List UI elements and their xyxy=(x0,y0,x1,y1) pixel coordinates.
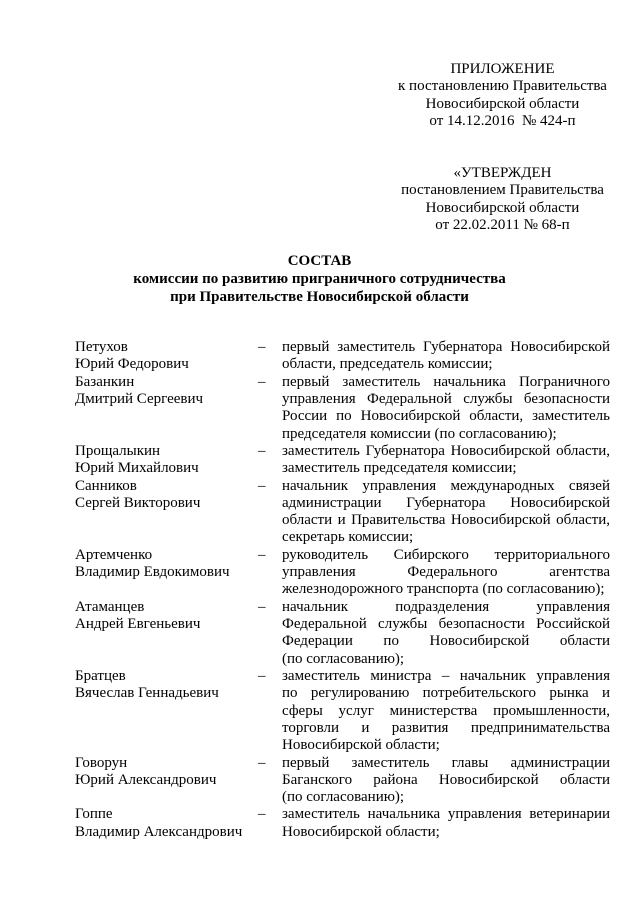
member-role xyxy=(282,374,610,443)
member-role-line: торговли и развития предпринимательства xyxy=(282,719,610,736)
member-role-line: Новосибирской области; xyxy=(282,823,440,840)
member-name xyxy=(75,374,256,443)
member-row xyxy=(75,374,610,443)
member-role-line: Федеральной службы безопасности Российской xyxy=(282,616,610,632)
member-row xyxy=(75,806,610,841)
member-role-line: администрации Губернатора Новосибирской xyxy=(282,494,610,511)
member-role xyxy=(282,668,610,755)
member-dash: – xyxy=(258,598,266,615)
member-surname: Атаманцев xyxy=(75,598,145,615)
member-name xyxy=(75,547,256,599)
member-role-line: управления Федерального агентства xyxy=(282,564,610,581)
member-surname: Братцев xyxy=(75,667,126,684)
member-role-line: управления Федеральной службы безопасности xyxy=(282,390,610,407)
approval-line: от 22.02.2011 № 68-п xyxy=(435,216,570,233)
member-name xyxy=(75,339,256,374)
member-row xyxy=(75,339,610,374)
member-dash: – xyxy=(258,546,266,563)
member-row xyxy=(75,599,610,668)
member-given-names: Сергей Викторович xyxy=(75,494,201,511)
member-role xyxy=(282,339,610,374)
member-row xyxy=(75,478,610,547)
member-role-line: России по Новосибирской области, заместитель xyxy=(282,408,610,425)
member-role xyxy=(282,755,610,807)
appendix-line: Новосибирской области xyxy=(425,95,580,112)
approval-line: постановлением Правительства xyxy=(401,182,604,199)
member-role-line: Федерации по Новосибирской области xyxy=(282,633,610,650)
approval-line: Новосибирской области xyxy=(425,199,580,216)
member-surname: Базанкин xyxy=(75,373,135,390)
member-role-line: железнодорожного транспорта (по согласованию); xyxy=(282,581,605,598)
member-given-names: Дмитрий Сергеевич xyxy=(75,390,204,407)
member-surname: Петухов xyxy=(75,339,128,355)
member-role-line: секретарь комиссии; xyxy=(282,529,414,546)
member-row xyxy=(75,668,610,755)
appendix-block xyxy=(390,61,615,130)
member-role-line: заместитель Губернатора Новосибирской области, xyxy=(282,442,610,459)
member-role-line: первый заместитель главы администрации xyxy=(282,754,610,771)
member-name xyxy=(75,443,256,478)
member-surname: Прощалыкин xyxy=(75,442,161,459)
member-surname: Санников xyxy=(75,477,137,494)
member-role-line: (по согласованию); xyxy=(282,650,405,667)
member-role-line: председателя комиссии (по согласованию); xyxy=(282,425,557,442)
member-role xyxy=(282,547,610,599)
member-surname: Гоппе xyxy=(75,806,113,823)
member-dash: – xyxy=(258,806,266,823)
member-role-line: первый заместитель начальника Пограничного xyxy=(282,373,610,390)
member-name xyxy=(75,478,256,547)
member-role-line: Новосибирской области; xyxy=(282,737,440,754)
member-role-line: сферы услуг министерства промышленности, xyxy=(282,702,610,719)
member-row xyxy=(75,755,610,807)
member-role xyxy=(282,806,610,841)
member-name xyxy=(75,668,256,755)
member-dash: – xyxy=(258,667,266,684)
appendix-line: от 14.12.2016 № 424-п xyxy=(429,112,576,129)
member-role-line: по регулированию потребительского рынка и xyxy=(282,685,610,702)
member-dash: – xyxy=(258,373,266,390)
member-role-line: области и Правительства Новосибирской области, xyxy=(282,512,610,529)
member-dash: – xyxy=(258,339,266,355)
approval-block xyxy=(390,165,615,234)
member-given-names: Владимир Евдокимович xyxy=(75,564,230,581)
member-given-names: Вячеслав Геннадьевич xyxy=(75,685,219,702)
member-role-line: заместитель начальника управления ветеринарии xyxy=(282,806,610,823)
member-dash: – xyxy=(258,477,266,494)
member-role xyxy=(282,443,610,478)
member-given-names: Владимир Александрович xyxy=(75,823,243,840)
document-heading xyxy=(0,252,639,306)
member-role-line: руководитель Сибирского территориального xyxy=(282,546,610,563)
member-role-line: начальник управления международных связей xyxy=(282,477,610,494)
member-given-names: Юрий Федорович xyxy=(75,356,189,373)
member-role-line: заместитель председателя комиссии; xyxy=(282,460,517,477)
member-role xyxy=(282,478,610,547)
member-role-line: Баганского района Новосибирской области xyxy=(282,771,610,788)
document-title: СОСТАВ xyxy=(287,253,352,269)
member-dash: – xyxy=(258,754,266,771)
member-role xyxy=(282,599,610,668)
member-role-line: начальник подразделения управления xyxy=(282,598,610,615)
members-list xyxy=(75,339,610,841)
member-row xyxy=(75,547,610,599)
document-subtitle-line: комиссии по развитию приграничного сотрудничества xyxy=(133,271,506,287)
member-given-names: Юрий Александрович xyxy=(75,771,217,788)
appendix-title: ПРИЛОЖЕНИЕ xyxy=(450,61,555,77)
appendix-line: к постановлению Правительства xyxy=(398,78,607,95)
member-role-line: первый заместитель Губернатора Новосибирской xyxy=(282,339,610,355)
approval-title: «УТВЕРЖДЕН xyxy=(453,165,552,181)
member-role-line: области, председатель комиссии; xyxy=(282,356,493,373)
member-name xyxy=(75,806,256,841)
member-name xyxy=(75,599,256,668)
member-surname: Артемченко xyxy=(75,546,153,563)
member-given-names: Андрей Евгеньевич xyxy=(75,616,201,632)
member-name xyxy=(75,755,256,807)
member-given-names: Юрий Михайлович xyxy=(75,460,199,477)
member-surname: Говорун xyxy=(75,754,128,771)
member-row xyxy=(75,443,610,478)
member-dash: – xyxy=(258,442,266,459)
member-role-line: (по согласованию); xyxy=(282,789,405,806)
member-role-line: заместитель министра – начальник управления xyxy=(282,667,610,684)
document-subtitle-line: при Правительстве Новосибирской области xyxy=(170,289,469,305)
